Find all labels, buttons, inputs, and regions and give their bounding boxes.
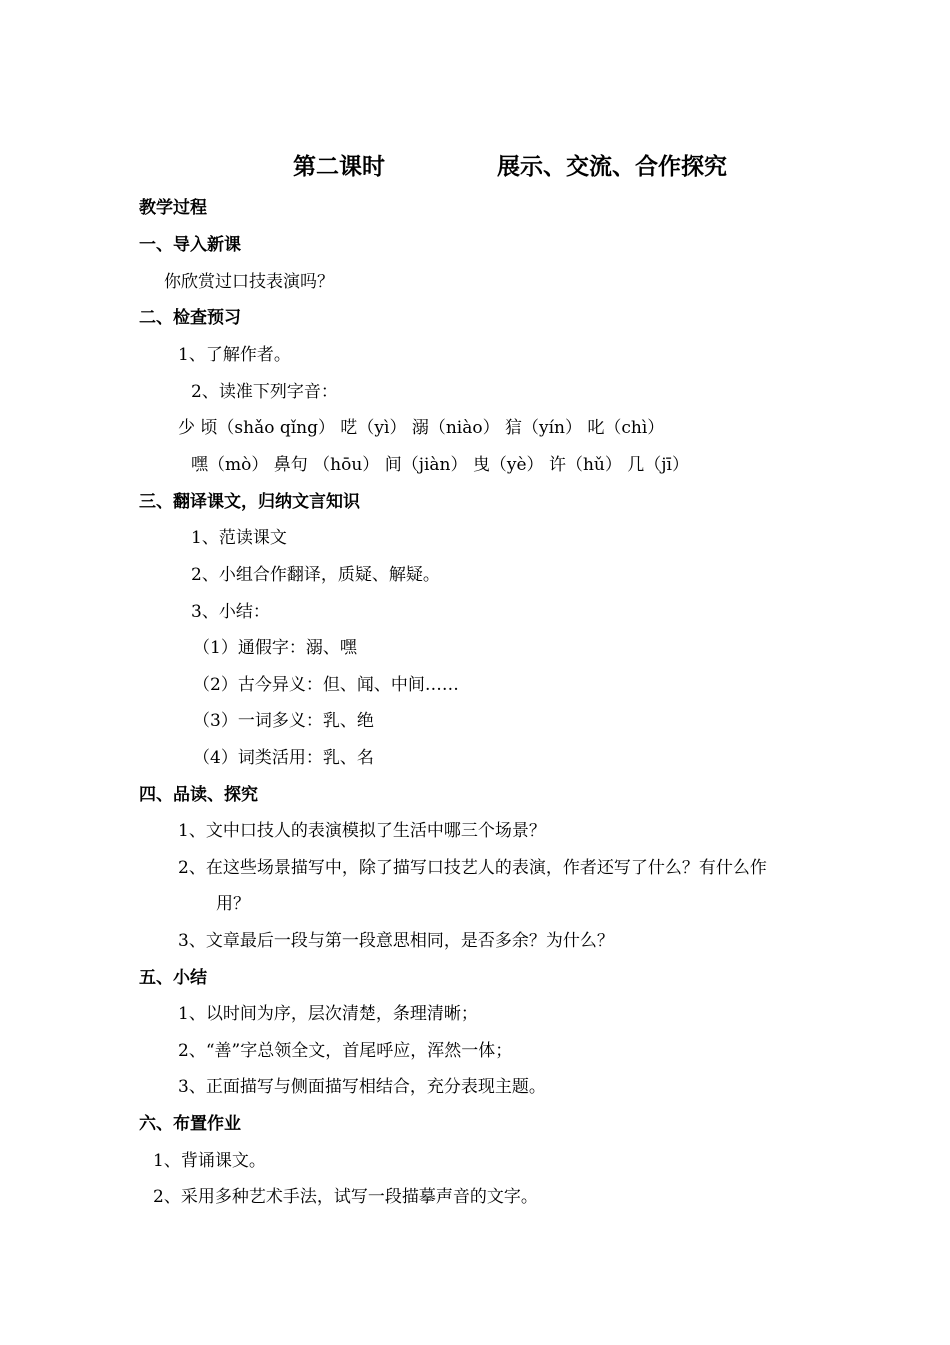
list-item: 3、小结： — [191, 602, 270, 622]
list-item: 2、在这些场景描写中，除了描写口技艺人的表演，作者还写了什么？有什么作 — [178, 858, 767, 878]
title-lesson-number: 第二课时 — [293, 154, 385, 180]
section-heading-4: 四、品读、探究 — [139, 785, 258, 805]
section-heading-3: 三、翻译课文，归纳文言知识 — [139, 492, 360, 512]
pronunciation-line-1: 少 顷（shǎo qǐng） 呓（yì） 溺（niào） 狺（yín） 叱（chì） — [178, 418, 665, 438]
sub-list-item: （2）古今异义：但、闻、中间…… — [193, 675, 459, 695]
list-item: 2、采用多种艺术手法，试写一段描摹声音的文字。 — [153, 1187, 538, 1207]
list-item: 3、文章最后一段与第一段意思相同，是否多余？为什么？ — [178, 931, 614, 951]
section-heading-2: 二、检查预习 — [139, 308, 241, 328]
sub-list-item: （1）通假字：溺、嘿 — [193, 638, 357, 658]
pronunciation-line-2: 嘿（mò） 鼻句 （hōu） 间（jiàn） 曳（yè） 许（hǔ） 几（jī） — [191, 455, 689, 475]
section-heading-5: 五、小结 — [139, 968, 207, 988]
list-item: 1、范读课文 — [191, 528, 287, 548]
list-item: 1、文中口技人的表演模拟了生活中哪三个场景？ — [178, 821, 546, 841]
section-heading-6: 六、布置作业 — [139, 1114, 241, 1134]
list-item: 2、小组合作翻译，质疑、解疑。 — [191, 565, 440, 585]
list-item: 1、背诵课文。 — [153, 1151, 266, 1171]
list-item: 3、正面描写与侧面描写相结合，充分表现主题。 — [178, 1077, 546, 1097]
list-item: 1、了解作者。 — [178, 345, 291, 365]
section-heading-teaching-process: 教学过程 — [139, 198, 207, 218]
list-item: 1、以时间为序，层次清楚，条理清晰； — [178, 1004, 478, 1024]
title-lesson-topic: 展示、交流、合作探究 — [497, 154, 727, 180]
list-item: 2、“善”字总领全文，首尾呼应，浑然一体； — [178, 1041, 513, 1061]
list-item-continuation: 用？ — [216, 894, 250, 914]
sub-list-item: （3）一词多义：乳、绝 — [193, 711, 374, 731]
list-item: 2、读准下列字音： — [191, 382, 338, 402]
sub-list-item: （4）词类活用：乳、名 — [193, 748, 374, 768]
section-heading-1: 一、导入新课 — [139, 235, 241, 255]
text-line: 你欣赏过口技表演吗？ — [164, 272, 334, 292]
